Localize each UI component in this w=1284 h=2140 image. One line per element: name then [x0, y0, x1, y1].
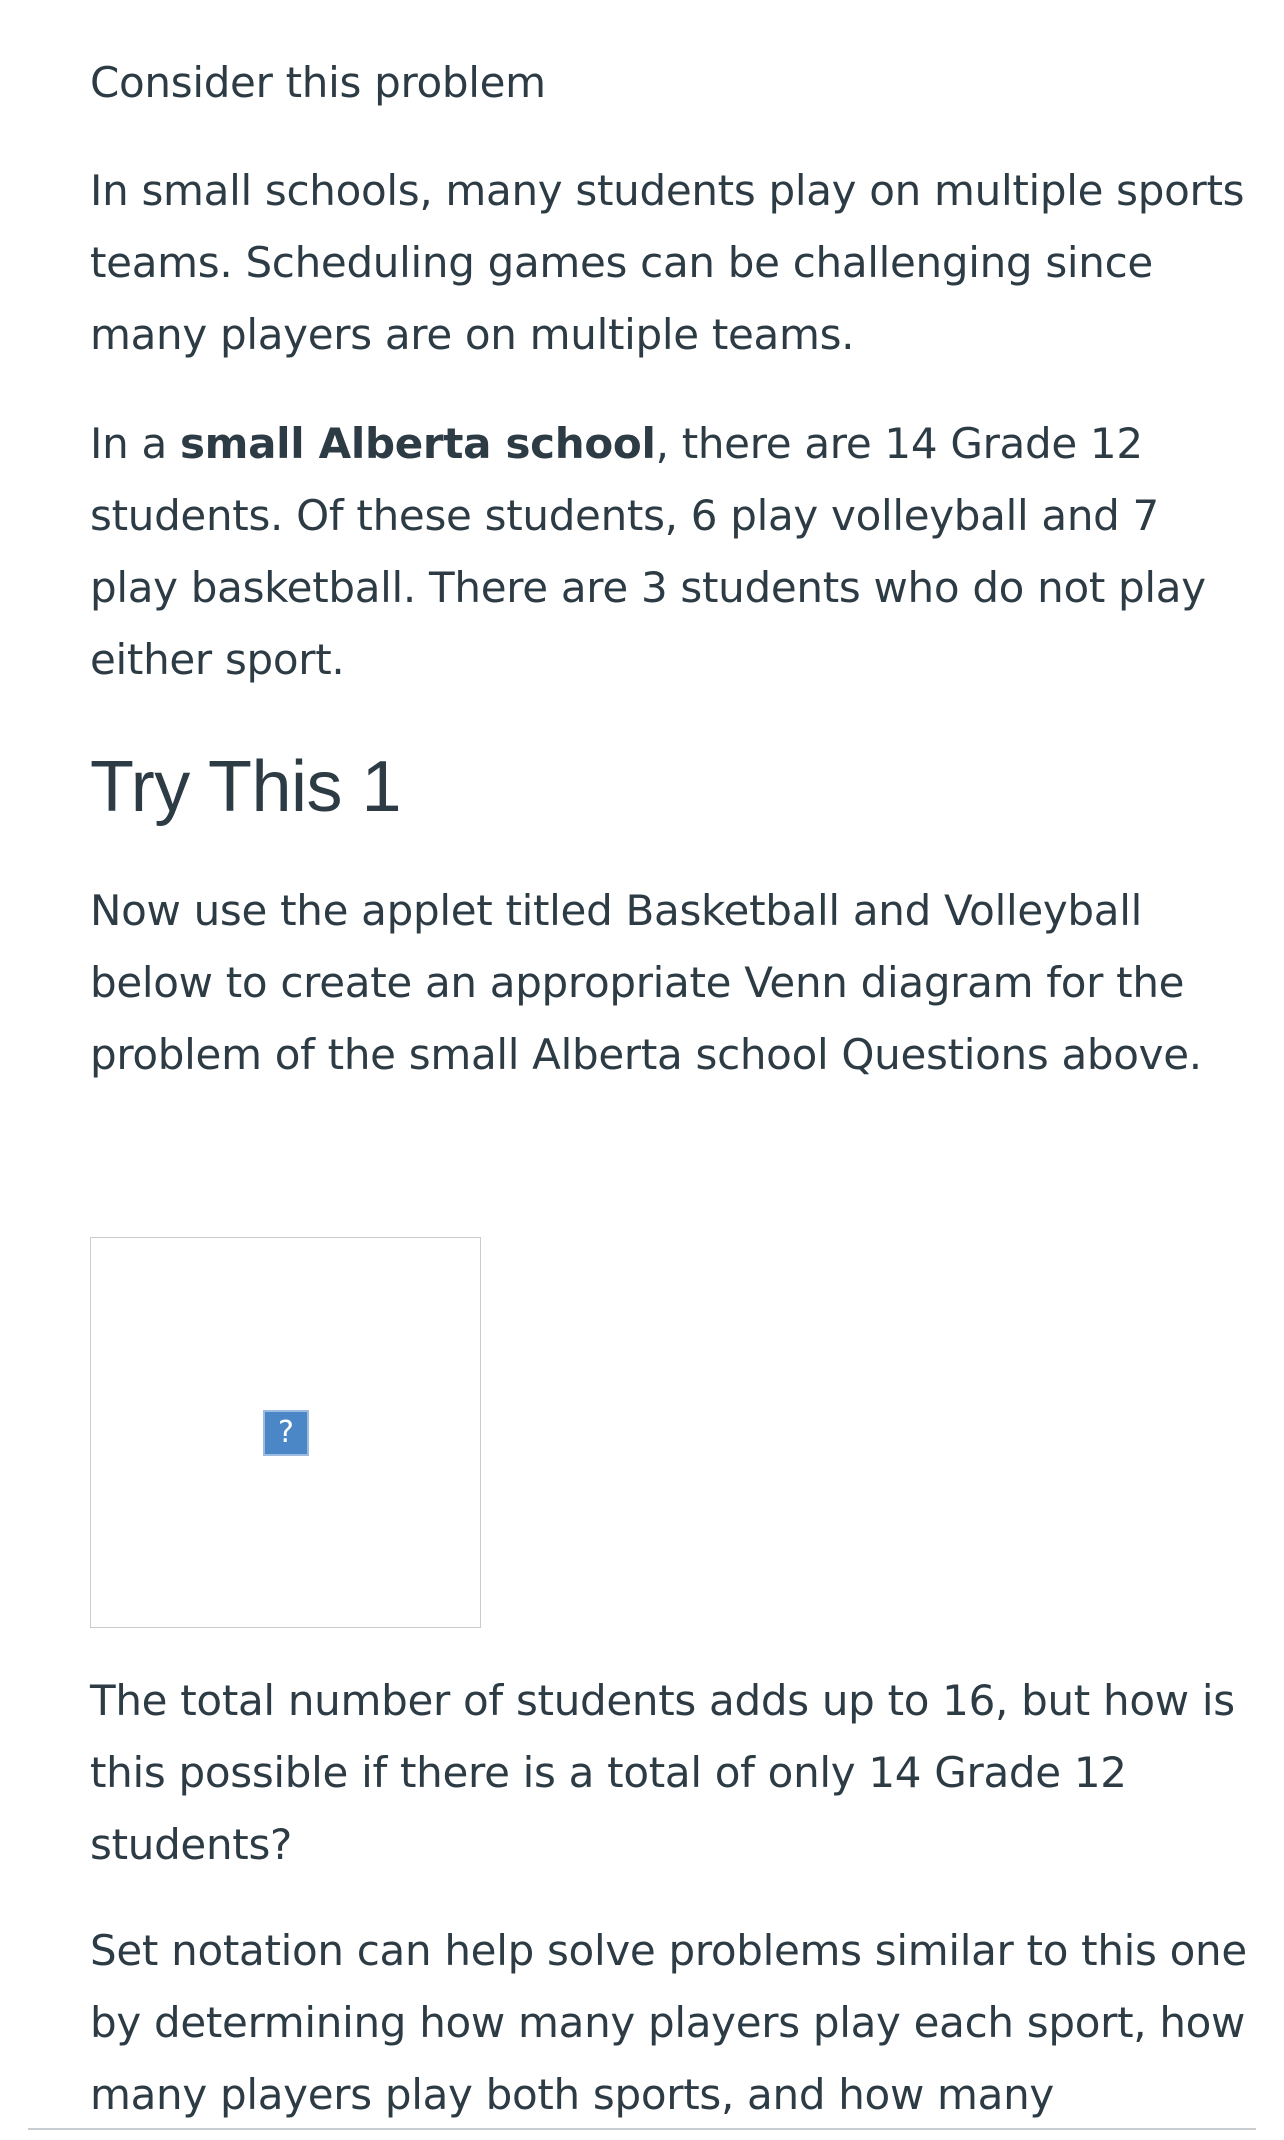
applet-instructions: Now use the applet titled Basketball and Volleyball below to create an appropriate Venn diagram for the problem of the small Alberta school Questions above.	[90, 886, 1202, 1079]
broken-image-icon: ?	[263, 1410, 309, 1456]
consider-problem-text: Consider this problem	[90, 58, 546, 107]
bottom-divider	[28, 2128, 1256, 2130]
alberta-prefix: In a	[90, 419, 180, 468]
alberta-school-paragraph	[90, 408, 1250, 696]
total-students-question: The total number of students adds up to 16, but how is this possible if there is a total of only 14 Grade 12 students?	[90, 1676, 1235, 1869]
small-schools-paragraph: In small schools, many students play on multiple sports teams. Scheduling games can be challenging since many players are on multiple teams.	[90, 166, 1245, 359]
alberta-bold-phrase: small Alberta school	[179, 419, 656, 468]
alberta-suffix: , there are 14 Grade 12 students. Of these students, 6 play volleyball and 7 play basketball. There are 3 students who do not play either sport.	[90, 419, 1206, 684]
set-notation-paragraph: Set notation can help solve problems similar to this one by determining how many players play each sport, how many players play both sports, and how many	[90, 1926, 1247, 2119]
basketball-volleyball-applet[interactable]	[90, 1237, 481, 1628]
try-this-heading: Try This 1	[90, 747, 402, 827]
